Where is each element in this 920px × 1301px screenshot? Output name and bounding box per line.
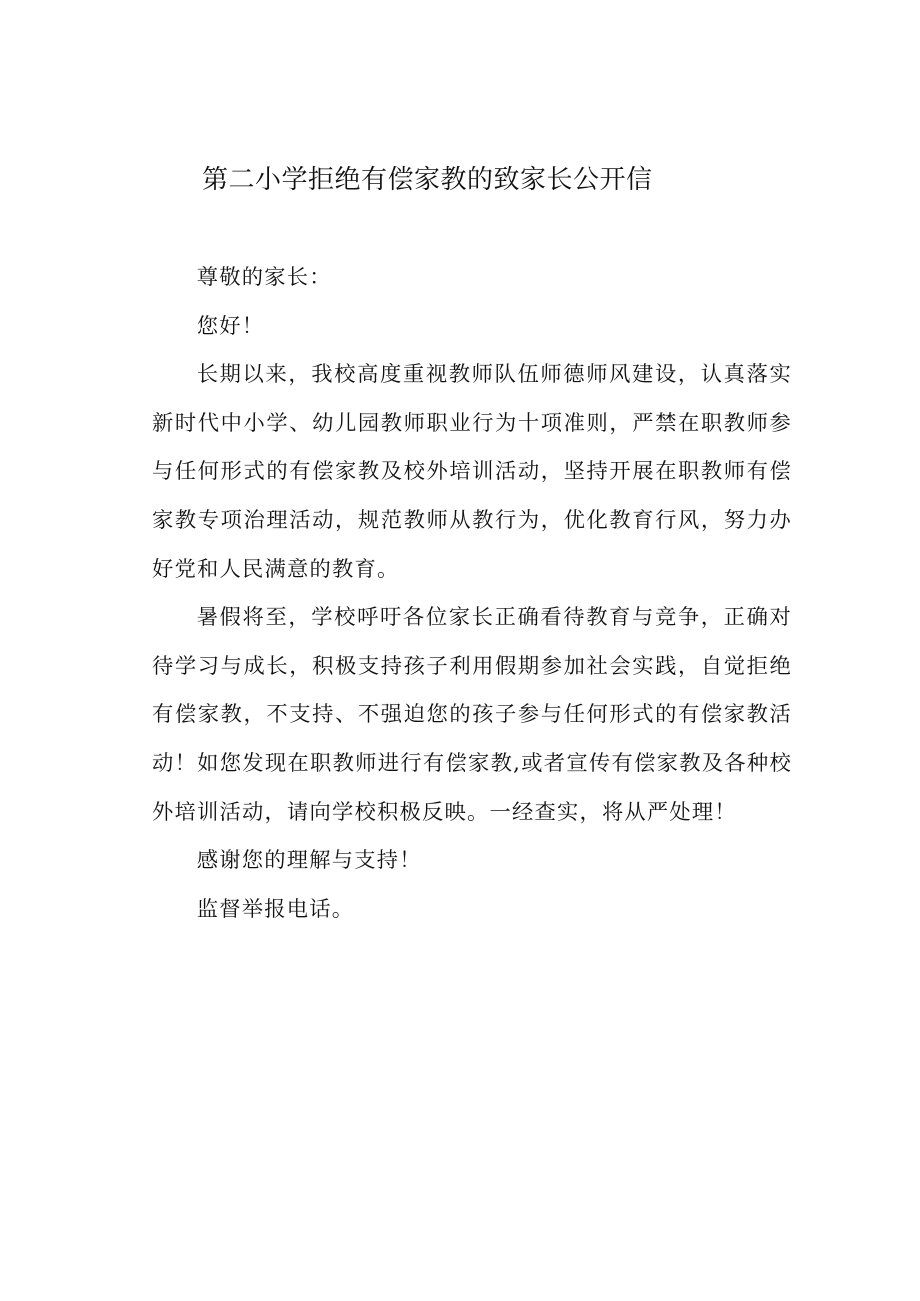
paragraph-2: 暑假将至，学校呼吁各位家长正确看待教育与竞争，正确对待学习与成长，积极支持孩子利用假期参加社会实践，自觉拒绝有偿家教，不支持、不强迫您的孩子参与任何形式的有偿家教活动！如您发现在职教师进行有偿家教,或者宣传有偿家教及各种校外培训活动，请向学校积极反映。一经查实，将从严处理！: [152, 605, 792, 825]
greeting: 您好！: [196, 313, 265, 339]
paragraph-1: 长期以来，我校高度重视教师队伍师德师风建设，认真落实新时代中小学、幼儿园教师职业行为十项准则，严禁在职教师参与任何形式的有偿家教及校外培训活动，坚持开展在职教师有偿家教专项治理活动，规范教师从教行为，优化教育行风，努力办好党和人民满意的教育。: [152, 362, 792, 582]
hotline-line: 监督举报电话。: [196, 896, 355, 922]
thanks-line: 感谢您的理解与支持！: [196, 848, 422, 874]
letter-body: [152, 254, 792, 934]
salutation: 尊敬的家长：: [196, 265, 332, 290]
document-title: 第二小学拒绝有偿家教的致家长公开信: [202, 165, 653, 195]
